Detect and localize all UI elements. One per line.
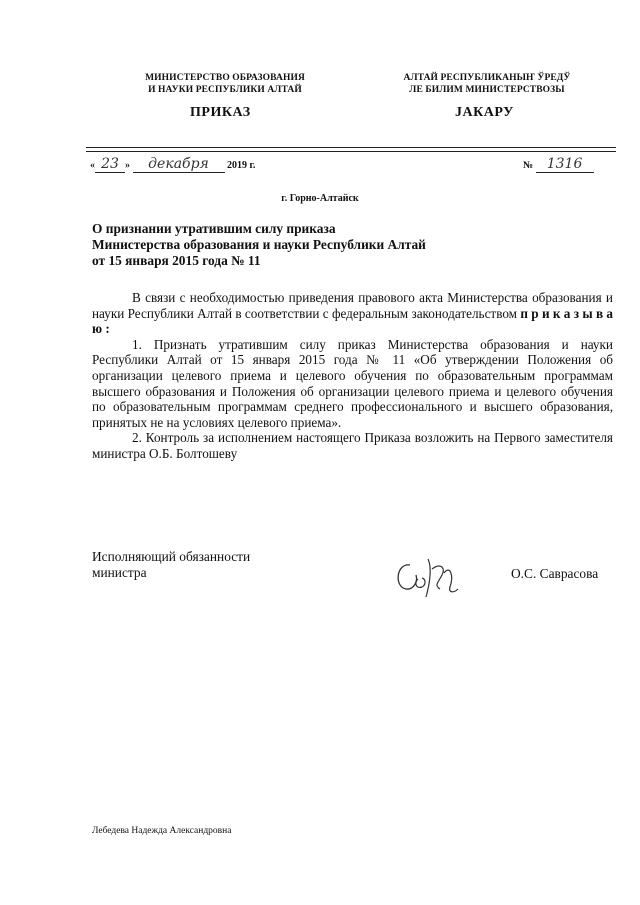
doc-type-ru: ПРИКАЗ <box>190 105 251 120</box>
header-rule-bottom <box>86 151 616 152</box>
signatory-position-line1: Исполняющий обязанности <box>92 549 251 564</box>
order-title-line3: от 15 января 2015 года № 11 <box>92 253 261 268</box>
doc-type-alt: JАКАРУ <box>455 105 514 120</box>
order-date <box>90 156 255 173</box>
preamble-text: В связи с необходимостью приведения правового акта Министерства образования и науки Республики Алтай в соответствии с федеральным законодательством <box>92 290 613 321</box>
order-title-line2: Министерства образования и науки Республики Алтай <box>92 237 426 252</box>
order-body <box>92 290 613 462</box>
signatory-position-line2: министра <box>92 565 147 580</box>
date-close-quote: » <box>125 160 130 171</box>
signatory-position <box>92 549 250 581</box>
order-number-label: № <box>523 160 534 171</box>
signatory-name: О.С. Саврасова <box>511 566 599 581</box>
handwritten-signature <box>388 553 468 603</box>
header-rule-top <box>86 147 616 148</box>
ministry-name-ru-line1: МИНИСТЕРСТВО ОБРАЗОВАНИЯ <box>145 73 305 83</box>
date-open-quote: « <box>90 160 95 171</box>
ministry-name-ru <box>120 72 330 96</box>
order-item-2: 2. Контроль за исполнением настоящего Приказа возложить на Первого заместителя министра О.Б. Болтошеву <box>92 430 613 461</box>
order-number-value: 1316 <box>546 156 583 172</box>
city: г. Горно-Алтайск <box>281 193 359 204</box>
preamble-paragraph <box>92 290 613 337</box>
ministry-name-alt <box>382 72 592 96</box>
executor-name: Лебедева Надежда Александровна <box>92 826 232 836</box>
date-day: 23 <box>101 156 119 172</box>
order-word: п р и к а з ы в а ю : <box>92 305 614 337</box>
order-number <box>523 156 594 173</box>
date-month: декабря <box>148 156 209 172</box>
ministry-name-ru-line2: И НАУКИ РЕСПУБЛИКИ АЛТАЙ <box>148 85 302 95</box>
ministry-name-alt-line1: АЛТАЙ РЕСПУБЛИКАНЫҤ ЎРЕДЎ <box>403 73 571 83</box>
order-item-1: 1. Признать утратившим силу приказ Министерства образования и науки Республики Алтай от 15 января 2015 года № 11 «Об утверждении Положения об организации целевого приема и целевого обучения по образовательным программам высшего образования и Положения об организации целевого приема и целевого обучения по образовательным программам среднего профессионального и высшего образования, принятых не на условиях целевого приема». <box>92 336 613 430</box>
order-title-line1: О признании утратившим силу приказа <box>92 221 336 236</box>
order-title <box>92 221 552 269</box>
date-year: 2019 г. <box>227 160 256 171</box>
ministry-name-alt-line2: ЛЕ БИЛИМ МИНИСТЕРСТВОЗЫ <box>409 85 565 95</box>
